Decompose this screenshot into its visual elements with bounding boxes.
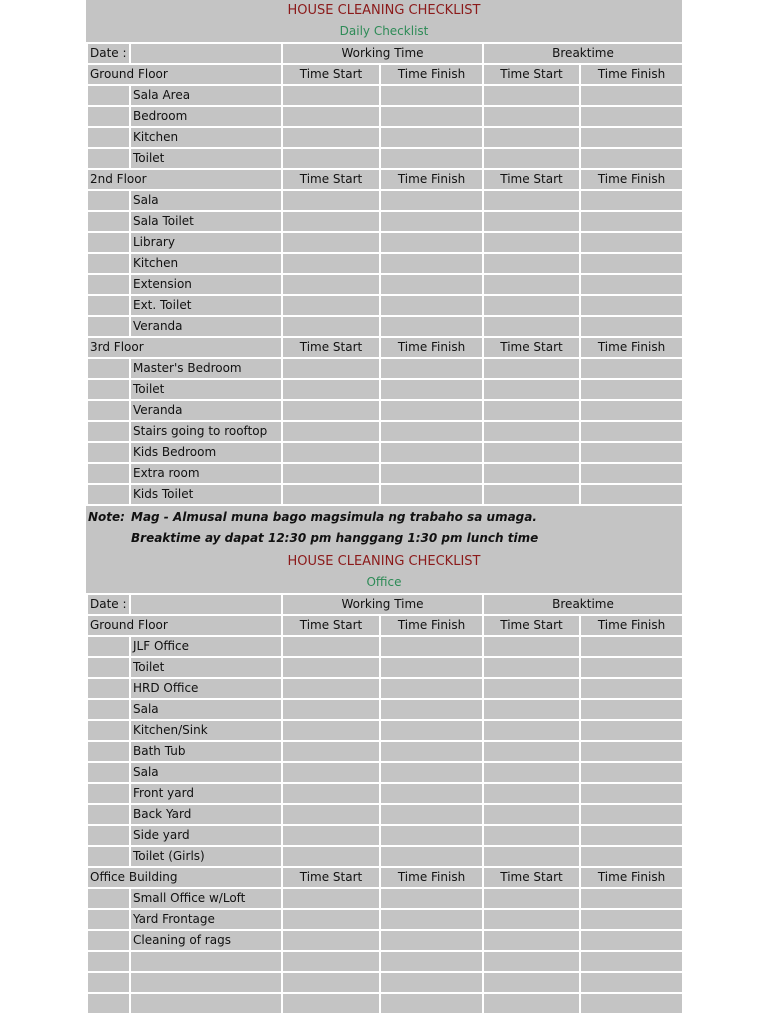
checkbox-cell[interactable] xyxy=(87,909,130,930)
checklist-row xyxy=(87,484,683,505)
working-start-cell[interactable] xyxy=(282,678,380,699)
break-finish-cell[interactable] xyxy=(580,699,683,720)
checkbox-cell[interactable] xyxy=(87,888,130,909)
working-finish-cell[interactable] xyxy=(380,484,483,505)
break-time-start-header: Time Start xyxy=(483,169,580,190)
checkbox-cell[interactable] xyxy=(87,741,130,762)
break-start-cell[interactable] xyxy=(483,972,580,993)
break-finish-cell[interactable] xyxy=(580,379,683,400)
task-label: Side yard xyxy=(130,825,282,846)
break-time-finish-header: Time Finish xyxy=(580,615,683,636)
task-label: Sala Toilet xyxy=(130,211,282,232)
break-finish-cell[interactable] xyxy=(580,636,683,657)
daily-checklist-sheet xyxy=(86,0,682,551)
working-start-cell[interactable] xyxy=(282,232,380,253)
working-finish-cell[interactable] xyxy=(380,888,483,909)
working-start-cell[interactable] xyxy=(282,951,380,972)
checklist-row xyxy=(87,316,683,337)
checklist-row xyxy=(87,720,683,741)
working-time-finish-header: Time Finish xyxy=(380,867,483,888)
working-time-start-header: Time Start xyxy=(282,64,380,85)
break-start-cell[interactable] xyxy=(483,720,580,741)
working-finish-cell[interactable] xyxy=(380,442,483,463)
break-finish-cell[interactable] xyxy=(580,678,683,699)
note-block xyxy=(86,506,682,551)
break-start-cell[interactable] xyxy=(483,762,580,783)
task-label: Veranda xyxy=(130,316,282,337)
working-start-cell[interactable] xyxy=(282,993,380,1014)
checklist-row xyxy=(87,442,683,463)
working-start-cell[interactable] xyxy=(282,972,380,993)
break-finish-cell[interactable] xyxy=(580,909,683,930)
checkbox-cell[interactable] xyxy=(87,825,130,846)
break-finish-cell[interactable] xyxy=(580,930,683,951)
task-label: Sala xyxy=(130,699,282,720)
checklist-row xyxy=(87,741,683,762)
working-start-cell[interactable] xyxy=(282,295,380,316)
break-finish-cell[interactable] xyxy=(580,720,683,741)
break-finish-cell[interactable] xyxy=(580,888,683,909)
checklist-row xyxy=(87,699,683,720)
break-start-cell[interactable] xyxy=(483,127,580,148)
break-start-cell[interactable] xyxy=(483,253,580,274)
working-finish-cell[interactable] xyxy=(380,316,483,337)
checklist-row xyxy=(87,888,683,909)
task-label: Sala xyxy=(130,762,282,783)
break-start-cell[interactable] xyxy=(483,400,580,421)
working-start-cell[interactable] xyxy=(282,148,380,169)
checkbox-cell[interactable] xyxy=(87,930,130,951)
checkbox-cell[interactable] xyxy=(87,636,130,657)
task-label: Ext. Toilet xyxy=(130,295,282,316)
break-finish-cell[interactable] xyxy=(580,783,683,804)
date-field[interactable] xyxy=(130,594,282,615)
working-start-cell[interactable] xyxy=(282,804,380,825)
working-finish-cell[interactable] xyxy=(380,190,483,211)
checklist-row xyxy=(87,421,683,442)
working-finish-cell[interactable] xyxy=(380,720,483,741)
break-start-cell[interactable] xyxy=(483,804,580,825)
working-finish-cell[interactable] xyxy=(380,762,483,783)
break-finish-cell[interactable] xyxy=(580,846,683,867)
break-start-cell[interactable] xyxy=(483,211,580,232)
break-finish-cell[interactable] xyxy=(580,232,683,253)
checkbox-cell[interactable] xyxy=(87,211,130,232)
working-finish-cell[interactable] xyxy=(380,804,483,825)
break-finish-cell[interactable] xyxy=(580,253,683,274)
section-row xyxy=(87,64,683,85)
sheet-subtitle: Office xyxy=(366,575,402,589)
break-finish-cell[interactable] xyxy=(580,762,683,783)
task-label: Front yard xyxy=(130,783,282,804)
break-finish-cell[interactable] xyxy=(580,274,683,295)
checkbox-cell[interactable] xyxy=(87,274,130,295)
checklist-row xyxy=(87,909,683,930)
checkbox-cell[interactable] xyxy=(87,190,130,211)
break-time-start-header: Time Start xyxy=(483,867,580,888)
task-label: Toilet xyxy=(130,379,282,400)
working-finish-cell[interactable] xyxy=(380,232,483,253)
break-finish-cell[interactable] xyxy=(580,993,683,1014)
checkbox-cell[interactable] xyxy=(87,699,130,720)
checkbox-cell[interactable] xyxy=(87,783,130,804)
checklist-row xyxy=(87,972,683,993)
checklist-row xyxy=(87,678,683,699)
working-start-cell[interactable] xyxy=(282,379,380,400)
break-start-cell[interactable] xyxy=(483,846,580,867)
section-row xyxy=(87,867,683,888)
checklist-row xyxy=(87,211,683,232)
working-start-cell[interactable] xyxy=(282,85,380,106)
break-start-cell[interactable] xyxy=(483,274,580,295)
break-start-cell[interactable] xyxy=(483,783,580,804)
task-label xyxy=(130,993,282,1014)
break-start-cell[interactable] xyxy=(483,85,580,106)
checkbox-cell[interactable] xyxy=(87,85,130,106)
working-finish-cell[interactable] xyxy=(380,421,483,442)
break-finish-cell[interactable] xyxy=(580,106,683,127)
checkbox-cell[interactable] xyxy=(87,657,130,678)
working-start-cell[interactable] xyxy=(282,484,380,505)
working-time-finish-header: Time Finish xyxy=(380,64,483,85)
checklist-row xyxy=(87,274,683,295)
working-finish-cell[interactable] xyxy=(380,400,483,421)
break-start-cell[interactable] xyxy=(483,379,580,400)
working-finish-cell[interactable] xyxy=(380,106,483,127)
checkbox-cell[interactable] xyxy=(87,484,130,505)
break-finish-cell[interactable] xyxy=(580,400,683,421)
break-start-cell[interactable] xyxy=(483,106,580,127)
section-label: 3rd Floor xyxy=(87,337,282,358)
checkbox-cell[interactable] xyxy=(87,232,130,253)
working-start-cell[interactable] xyxy=(282,211,380,232)
working-finish-cell[interactable] xyxy=(380,846,483,867)
working-finish-cell[interactable] xyxy=(380,358,483,379)
checklist-row xyxy=(87,358,683,379)
break-time-finish-header: Time Finish xyxy=(580,64,683,85)
checklist-row xyxy=(87,148,683,169)
section-label: Office Building xyxy=(87,867,282,888)
breaktime-header: Breaktime xyxy=(483,594,683,615)
working-finish-cell[interactable] xyxy=(380,930,483,951)
working-start-cell[interactable] xyxy=(282,636,380,657)
break-start-cell[interactable] xyxy=(483,699,580,720)
working-start-cell[interactable] xyxy=(282,400,380,421)
section-row xyxy=(87,337,683,358)
task-label: Kitchen xyxy=(130,253,282,274)
task-label: Master's Bedroom xyxy=(130,358,282,379)
working-finish-cell[interactable] xyxy=(380,636,483,657)
checkbox-cell[interactable] xyxy=(87,316,130,337)
task-label: Yard Frontage xyxy=(130,909,282,930)
working-start-cell[interactable] xyxy=(282,888,380,909)
working-start-cell[interactable] xyxy=(282,358,380,379)
break-finish-cell[interactable] xyxy=(580,972,683,993)
working-start-cell[interactable] xyxy=(282,657,380,678)
checkbox-cell[interactable] xyxy=(87,421,130,442)
checklist-row xyxy=(87,783,683,804)
break-finish-cell[interactable] xyxy=(580,316,683,337)
break-time-start-header: Time Start xyxy=(483,337,580,358)
note-label: Note: xyxy=(88,510,125,524)
working-finish-cell[interactable] xyxy=(380,657,483,678)
working-finish-cell[interactable] xyxy=(380,379,483,400)
date-row xyxy=(87,594,683,615)
task-label xyxy=(130,951,282,972)
task-label: Library xyxy=(130,232,282,253)
task-label: Kitchen xyxy=(130,127,282,148)
task-label: Extra room xyxy=(130,463,282,484)
working-start-cell[interactable] xyxy=(282,421,380,442)
task-label: Toilet xyxy=(130,148,282,169)
break-finish-cell[interactable] xyxy=(580,463,683,484)
break-start-cell[interactable] xyxy=(483,316,580,337)
checklist-row xyxy=(87,253,683,274)
task-label: Bedroom xyxy=(130,106,282,127)
break-start-cell[interactable] xyxy=(483,909,580,930)
task-label: Bath Tub xyxy=(130,741,282,762)
working-finish-cell[interactable] xyxy=(380,274,483,295)
break-finish-cell[interactable] xyxy=(580,127,683,148)
section-row xyxy=(87,615,683,636)
note-line-1: Mag - Almusal muna bago magsimula ng trabaho sa umaga. xyxy=(131,510,537,524)
checkbox-cell[interactable] xyxy=(87,253,130,274)
checkbox-cell[interactable] xyxy=(87,295,130,316)
working-start-cell[interactable] xyxy=(282,825,380,846)
break-finish-cell[interactable] xyxy=(580,358,683,379)
task-label xyxy=(130,972,282,993)
section-row xyxy=(87,169,683,190)
task-label: Sala Area xyxy=(130,85,282,106)
checkbox-cell[interactable] xyxy=(87,972,130,993)
section-label: 2nd Floor xyxy=(87,169,282,190)
working-finish-cell[interactable] xyxy=(380,678,483,699)
working-start-cell[interactable] xyxy=(282,699,380,720)
section-label: Ground Floor xyxy=(87,64,282,85)
working-start-cell[interactable] xyxy=(282,930,380,951)
checklist-table xyxy=(86,593,684,1015)
working-finish-cell[interactable] xyxy=(380,211,483,232)
working-finish-cell[interactable] xyxy=(380,148,483,169)
checklist-row xyxy=(87,930,683,951)
task-label: Back Yard xyxy=(130,804,282,825)
working-time-start-header: Time Start xyxy=(282,615,380,636)
break-time-start-header: Time Start xyxy=(483,615,580,636)
working-time-finish-header: Time Finish xyxy=(380,337,483,358)
break-start-cell[interactable] xyxy=(483,930,580,951)
sheet-subtitle: Daily Checklist xyxy=(339,24,429,38)
break-finish-cell[interactable] xyxy=(580,442,683,463)
checkbox-cell[interactable] xyxy=(87,951,130,972)
break-finish-cell[interactable] xyxy=(580,421,683,442)
checklist-row xyxy=(87,804,683,825)
section-label: Ground Floor xyxy=(87,615,282,636)
working-finish-cell[interactable] xyxy=(380,741,483,762)
task-label: Toilet (Girls) xyxy=(130,846,282,867)
task-label: Small Office w/Loft xyxy=(130,888,282,909)
working-start-cell[interactable] xyxy=(282,106,380,127)
working-finish-cell[interactable] xyxy=(380,85,483,106)
note-line-2: Breaktime ay dapat 12:30 pm hanggang 1:30 pm lunch time xyxy=(131,531,539,545)
break-start-cell[interactable] xyxy=(483,463,580,484)
checkbox-cell[interactable] xyxy=(87,720,130,741)
task-label: Kitchen/Sink xyxy=(130,720,282,741)
checklist-row xyxy=(87,657,683,678)
break-start-cell[interactable] xyxy=(483,678,580,699)
working-finish-cell[interactable] xyxy=(380,253,483,274)
date-row xyxy=(87,43,683,64)
date-label: Date : xyxy=(87,43,130,64)
working-start-cell[interactable] xyxy=(282,127,380,148)
task-label: Sala xyxy=(130,190,282,211)
break-start-cell[interactable] xyxy=(483,232,580,253)
checklist-row xyxy=(87,993,683,1014)
working-start-cell[interactable] xyxy=(282,253,380,274)
break-time-finish-header: Time Finish xyxy=(580,867,683,888)
working-start-cell[interactable] xyxy=(282,442,380,463)
checkbox-cell[interactable] xyxy=(87,846,130,867)
checklist-row xyxy=(87,127,683,148)
break-finish-cell[interactable] xyxy=(580,741,683,762)
working-start-cell[interactable] xyxy=(282,274,380,295)
task-label: Toilet xyxy=(130,657,282,678)
break-start-cell[interactable] xyxy=(483,421,580,442)
working-time-finish-header: Time Finish xyxy=(380,169,483,190)
break-finish-cell[interactable] xyxy=(580,484,683,505)
break-start-cell[interactable] xyxy=(483,825,580,846)
checklist-row xyxy=(87,85,683,106)
working-time-start-header: Time Start xyxy=(282,337,380,358)
working-finish-cell[interactable] xyxy=(380,127,483,148)
task-label: Extension xyxy=(130,274,282,295)
break-start-cell[interactable] xyxy=(483,741,580,762)
working-finish-cell[interactable] xyxy=(380,972,483,993)
break-finish-cell[interactable] xyxy=(580,211,683,232)
working-finish-cell[interactable] xyxy=(380,699,483,720)
break-start-cell[interactable] xyxy=(483,442,580,463)
working-finish-cell[interactable] xyxy=(380,993,483,1014)
checklist-row xyxy=(87,463,683,484)
checklist-row xyxy=(87,295,683,316)
working-finish-cell[interactable] xyxy=(380,825,483,846)
working-time-header: Working Time xyxy=(282,594,483,615)
checkbox-cell[interactable] xyxy=(87,400,130,421)
working-finish-cell[interactable] xyxy=(380,951,483,972)
checkbox-cell[interactable] xyxy=(87,442,130,463)
checkbox-cell[interactable] xyxy=(87,993,130,1014)
checklist-row xyxy=(87,762,683,783)
sheet-title: HOUSE CLEANING CHECKLIST xyxy=(287,554,481,569)
break-start-cell[interactable] xyxy=(483,993,580,1014)
working-finish-cell[interactable] xyxy=(380,463,483,484)
checkbox-cell[interactable] xyxy=(87,762,130,783)
working-start-cell[interactable] xyxy=(282,909,380,930)
break-time-finish-header: Time Finish xyxy=(580,337,683,358)
checklist-row xyxy=(87,190,683,211)
working-start-cell[interactable] xyxy=(282,762,380,783)
break-start-cell[interactable] xyxy=(483,190,580,211)
task-label: JLF Office xyxy=(130,636,282,657)
working-time-start-header: Time Start xyxy=(282,867,380,888)
checkbox-cell[interactable] xyxy=(87,106,130,127)
checkbox-cell[interactable] xyxy=(87,148,130,169)
checkbox-cell[interactable] xyxy=(87,358,130,379)
working-start-cell[interactable] xyxy=(282,783,380,804)
working-start-cell[interactable] xyxy=(282,316,380,337)
task-label: Veranda xyxy=(130,400,282,421)
break-time-start-header: Time Start xyxy=(483,64,580,85)
office-checklist-sheet xyxy=(86,551,682,1015)
checklist-row xyxy=(87,400,683,421)
break-start-cell[interactable] xyxy=(483,657,580,678)
checklist-row xyxy=(87,636,683,657)
break-start-cell[interactable] xyxy=(483,484,580,505)
break-start-cell[interactable] xyxy=(483,295,580,316)
break-time-finish-header: Time Finish xyxy=(580,169,683,190)
working-time-finish-header: Time Finish xyxy=(380,615,483,636)
break-finish-cell[interactable] xyxy=(580,85,683,106)
breaktime-header: Breaktime xyxy=(483,43,683,64)
task-label: Kids Bedroom xyxy=(130,442,282,463)
checkbox-cell[interactable] xyxy=(87,463,130,484)
working-start-cell[interactable] xyxy=(282,846,380,867)
working-time-header: Working Time xyxy=(282,43,483,64)
checklist-row xyxy=(87,379,683,400)
checkbox-cell[interactable] xyxy=(87,127,130,148)
task-label: HRD Office xyxy=(130,678,282,699)
working-start-cell[interactable] xyxy=(282,741,380,762)
working-start-cell[interactable] xyxy=(282,463,380,484)
task-label: Stairs going to rooftop xyxy=(130,421,282,442)
date-label: Date : xyxy=(87,594,130,615)
checklist-row xyxy=(87,846,683,867)
checkbox-cell[interactable] xyxy=(87,804,130,825)
working-start-cell[interactable] xyxy=(282,720,380,741)
break-finish-cell[interactable] xyxy=(580,825,683,846)
working-start-cell[interactable] xyxy=(282,190,380,211)
break-start-cell[interactable] xyxy=(483,148,580,169)
break-finish-cell[interactable] xyxy=(580,190,683,211)
working-finish-cell[interactable] xyxy=(380,783,483,804)
break-start-cell[interactable] xyxy=(483,951,580,972)
break-start-cell[interactable] xyxy=(483,888,580,909)
checklist-row xyxy=(87,951,683,972)
checklist-row xyxy=(87,106,683,127)
task-label: Kids Toilet xyxy=(130,484,282,505)
working-time-start-header: Time Start xyxy=(282,169,380,190)
sheet-title: HOUSE CLEANING CHECKLIST xyxy=(287,3,481,18)
break-finish-cell[interactable] xyxy=(580,951,683,972)
checkbox-cell[interactable] xyxy=(87,678,130,699)
break-start-cell[interactable] xyxy=(483,636,580,657)
checklist-table xyxy=(86,42,684,506)
break-finish-cell[interactable] xyxy=(580,804,683,825)
working-finish-cell[interactable] xyxy=(380,295,483,316)
working-finish-cell[interactable] xyxy=(380,909,483,930)
date-field[interactable] xyxy=(130,43,282,64)
break-finish-cell[interactable] xyxy=(580,295,683,316)
break-finish-cell[interactable] xyxy=(580,657,683,678)
break-finish-cell[interactable] xyxy=(580,148,683,169)
checkbox-cell[interactable] xyxy=(87,379,130,400)
checklist-row xyxy=(87,232,683,253)
task-label: Cleaning of rags xyxy=(130,930,282,951)
break-start-cell[interactable] xyxy=(483,358,580,379)
checklist-row xyxy=(87,825,683,846)
